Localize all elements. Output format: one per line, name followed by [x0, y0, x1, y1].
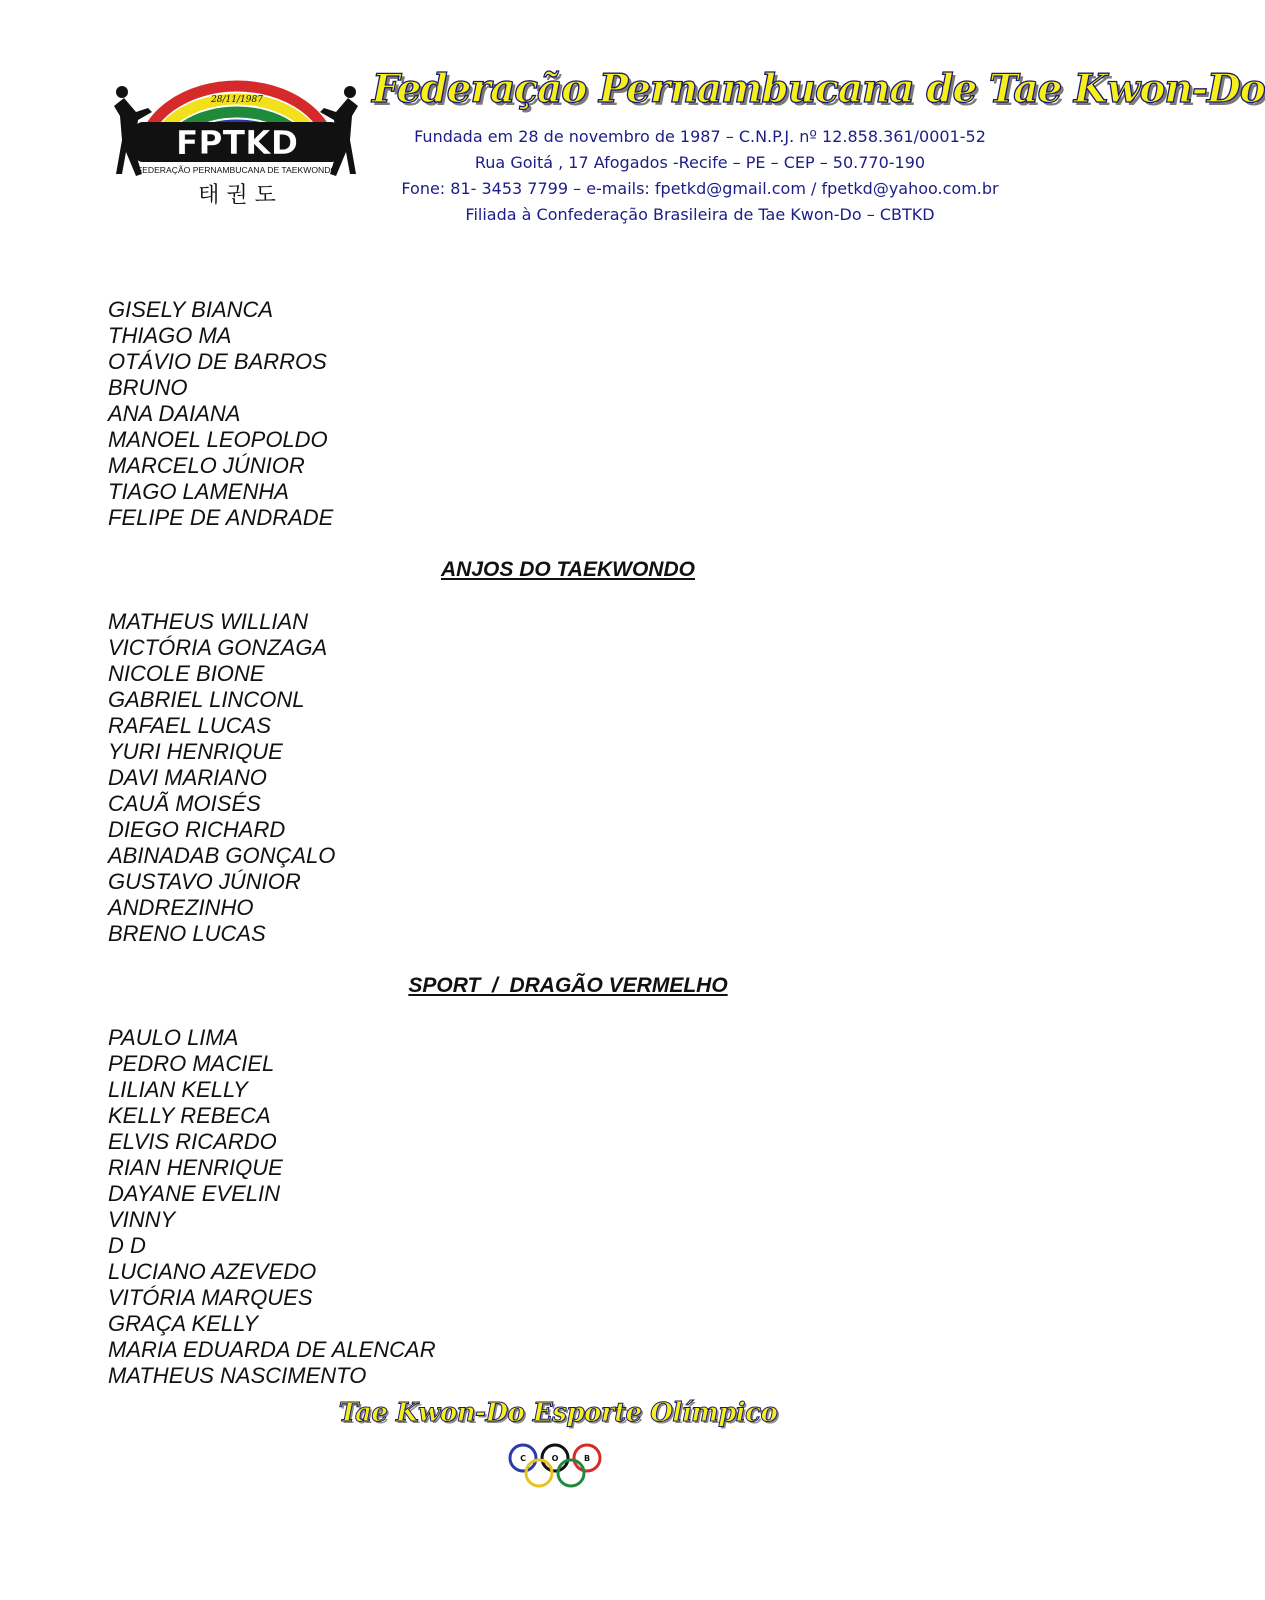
list-item: DIEGO RICHARD: [108, 817, 286, 842]
section-heading: SPORT / DRAGÃO VERMELHO: [408, 974, 728, 997]
section-title-anjos: [108, 557, 1028, 583]
logo-acronym: FPTKD: [175, 123, 299, 162]
list-item: MARIA EDUARDA DE ALENCAR: [108, 1337, 436, 1362]
list-item: GRAÇA KELLY: [108, 1311, 259, 1336]
list-item: NICOLE BIONE: [108, 661, 265, 686]
logo-date: 28/11/1987: [211, 95, 263, 105]
list-item: LILIAN KELLY: [108, 1077, 248, 1102]
cob-letter-o: O: [551, 1454, 559, 1463]
federation-logo: [112, 78, 362, 218]
list-item: BRUNO: [108, 375, 188, 400]
federation-info: [380, 124, 1020, 228]
info-line-founded: Fundada em 28 de novembro de 1987 – C.N.P.J. nº 12.858.361/0001-52: [414, 127, 986, 146]
info-line-affiliation: Filiada à Confederação Brasileira de Tae Kwon-Do – CBTKD: [465, 205, 935, 224]
list-item: ELVIS RICARDO: [108, 1129, 277, 1154]
list-item: BRENO LUCAS: [108, 921, 266, 946]
list-item: D D: [108, 1233, 146, 1258]
list-item: VINNY: [108, 1207, 176, 1232]
list-item: GUSTAVO JÚNIOR: [108, 869, 301, 894]
athlete-lists: [108, 297, 1028, 1389]
list-item: DAVI MARIANO: [108, 765, 267, 790]
cob-letter-b: B: [583, 1454, 591, 1463]
list-item: ABINADAB GONÇALO: [108, 843, 336, 868]
sport-name-list: [108, 1025, 1028, 1389]
list-item: RAFAEL LUCAS: [108, 713, 272, 738]
list-item: PEDRO MACIEL: [108, 1051, 275, 1076]
list-item: MATHEUS WILLIAN: [108, 609, 309, 634]
list-item: VICTÓRIA GONZAGA: [108, 635, 328, 660]
list-item: MANOEL LEOPOLDO: [108, 427, 328, 452]
federation-title: Federação Pernambucana de Tae Kwon-Do: [372, 66, 1265, 112]
list-item: ANDREZINHO: [108, 895, 254, 920]
info-line-contact: Fone: 81- 3453 7799 – e-mails: fpetkd@gmail.com / fpetkd@yahoo.com.br: [401, 179, 999, 198]
cob-letter-c: C: [520, 1454, 526, 1463]
cob-olympic-logo: [503, 1440, 607, 1492]
list-item: THIAGO MA: [108, 323, 232, 348]
list-item: GISELY BIANCA: [108, 297, 274, 322]
anjos-name-list: [108, 609, 1028, 947]
list-item: ANA DAIANA: [108, 401, 241, 426]
list-item: GABRIEL LINCONL: [108, 687, 305, 712]
list-item: RIAN HENRIQUE: [108, 1155, 283, 1180]
list-item: MATHEUS NASCIMENTO: [108, 1363, 367, 1388]
section-heading: ANJOS DO TAEKWONDO: [441, 558, 695, 581]
list-item: DAYANE EVELIN: [108, 1181, 280, 1206]
logo-hangul: 태 권 도: [198, 183, 276, 208]
list-item: LUCIANO AZEVEDO: [108, 1259, 317, 1284]
list-item: VITÓRIA MARQUES: [108, 1285, 313, 1310]
list-item: PAULO LIMA: [108, 1025, 239, 1050]
section-title-sport: [108, 973, 1028, 999]
list-item: CAUÃ MOISÉS: [108, 791, 261, 816]
footer-slogan: Tae Kwon-Do Esporte Olímpico: [338, 1398, 778, 1428]
list-item: FELIPE DE ANDRADE: [108, 505, 334, 530]
list-item: TIAGO LAMENHA: [108, 479, 289, 504]
info-line-address: Rua Goitá , 17 Afogados -Recife – PE – CEP – 50.770-190: [474, 153, 926, 172]
logo-subtitle: FEDERAÇÃO PERNAMBUCANA DE TAEKWONDO: [136, 165, 338, 175]
list-item: YURI HENRIQUE: [108, 739, 283, 764]
list-item: KELLY REBECA: [108, 1103, 271, 1128]
list-item: OTÁVIO DE BARROS: [108, 349, 327, 374]
list-item: MARCELO JÚNIOR: [108, 453, 305, 478]
intro-name-list: [108, 297, 1028, 531]
